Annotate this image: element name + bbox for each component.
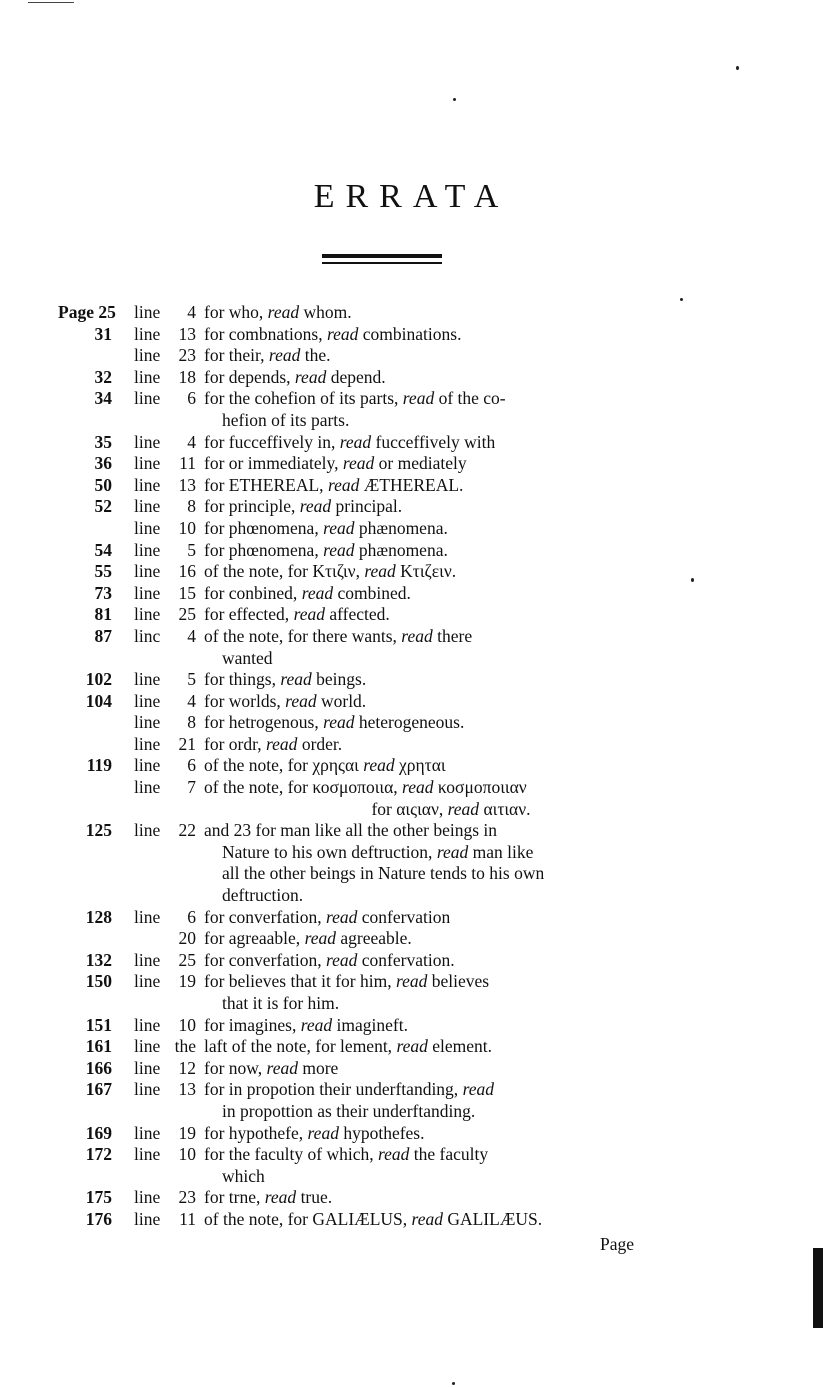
errata-entry bbox=[58, 302, 698, 324]
speck bbox=[680, 298, 683, 301]
errata-entry bbox=[58, 583, 698, 605]
entry-line-label: line bbox=[134, 777, 161, 798]
entry-page: Page 25 bbox=[58, 302, 116, 322]
read-word: read bbox=[363, 755, 395, 776]
entry-line-label: line bbox=[134, 690, 161, 711]
errata-list bbox=[58, 302, 698, 1231]
entry-page: 176 bbox=[85, 1208, 112, 1229]
entry-page bbox=[58, 410, 120, 432]
entry-correction: for believes that it for him, read believes bbox=[204, 971, 490, 992]
entry-line-label: line bbox=[134, 733, 161, 754]
read-word: read bbox=[377, 1144, 410, 1165]
entry-correction: for ordr, read order. bbox=[204, 733, 343, 754]
entry-correction: for phœnomena, read phænomena. bbox=[204, 539, 448, 560]
entry-page bbox=[58, 993, 120, 1015]
entry-line-number: the bbox=[174, 1036, 196, 1057]
entry-line-number: 4 bbox=[187, 625, 196, 646]
entry-page: 175 bbox=[85, 1187, 112, 1208]
entry-line-label: line bbox=[134, 453, 161, 474]
entry-line-label: line bbox=[134, 1144, 161, 1165]
entry-correction: Nature to his own deftruction, read man like bbox=[222, 841, 534, 862]
errata-entry bbox=[58, 1123, 698, 1145]
read-word: read bbox=[325, 906, 358, 927]
errata-entry bbox=[58, 971, 698, 993]
entry-line-label: line bbox=[134, 1014, 161, 1035]
read-word: read bbox=[447, 798, 480, 819]
entry-line-label: line bbox=[134, 1057, 161, 1078]
errata-entry bbox=[58, 388, 698, 410]
entry-line-label: line bbox=[134, 302, 161, 322]
entry-line-number bbox=[170, 1166, 204, 1188]
entry-correction: for effected, read affected. bbox=[204, 604, 390, 625]
entry-correction: of the note, for GALIÆLUS, read GALILÆUS. bbox=[204, 1208, 543, 1229]
errata-entry bbox=[58, 604, 698, 626]
entry-line-number: 11 bbox=[179, 453, 196, 474]
entry-page: 87 bbox=[94, 625, 112, 646]
entry-correction: of the note, for χρηςαι read χρηται bbox=[204, 755, 446, 776]
entry-line-number: 4 bbox=[187, 431, 196, 452]
entry-correction: for αιςιαν, read αιτιαν. bbox=[371, 798, 531, 819]
entry-correction: for fucceffively in, read fucceffively with bbox=[204, 431, 496, 452]
entry-line-label: line bbox=[134, 582, 161, 603]
entry-line-number: 10 bbox=[178, 1014, 196, 1035]
entry-correction: for or immediately, read or mediately bbox=[204, 453, 467, 474]
entry-line-number: 23 bbox=[178, 1187, 196, 1208]
entry-correction: for ETHEREAL, read ÆTHEREAL. bbox=[204, 474, 464, 495]
entry-page: 169 bbox=[85, 1122, 112, 1143]
read-word: read bbox=[339, 431, 372, 452]
errata-entry bbox=[58, 755, 698, 777]
entry-page: 161 bbox=[85, 1036, 112, 1057]
entry-line-number bbox=[170, 993, 204, 1015]
entry-page: 125 bbox=[85, 820, 112, 841]
entry-page: 166 bbox=[85, 1057, 112, 1078]
errata-entry bbox=[58, 1036, 698, 1058]
entry-line-label: line bbox=[134, 1122, 161, 1143]
read-word: read bbox=[285, 690, 317, 711]
entry-page bbox=[58, 345, 120, 367]
entry-line-number bbox=[170, 842, 204, 864]
read-word: read bbox=[326, 323, 359, 344]
entry-line-number: 11 bbox=[179, 1208, 196, 1229]
entry-line-number: 25 bbox=[178, 949, 196, 970]
entry-line-number: 4 bbox=[187, 302, 196, 322]
read-word: read bbox=[462, 1079, 494, 1100]
entry-correction: laft of the note, for lement, read element. bbox=[204, 1036, 493, 1057]
entry-correction: for now, read more bbox=[204, 1057, 339, 1078]
entry-page bbox=[58, 1101, 120, 1123]
read-word: read bbox=[294, 366, 327, 387]
entry-page: 35 bbox=[94, 431, 112, 452]
entry-line-label: line bbox=[134, 712, 161, 733]
read-word: read bbox=[307, 1122, 339, 1143]
speck bbox=[453, 98, 456, 101]
entry-correction: for converfation, read confervation bbox=[204, 906, 451, 927]
entry-correction: that it is for him. bbox=[222, 993, 340, 1013]
entry-page: 73 bbox=[94, 582, 112, 603]
read-word: read bbox=[342, 453, 375, 474]
read-word: read bbox=[323, 517, 355, 538]
entry-page: 151 bbox=[85, 1014, 112, 1035]
read-word: read bbox=[327, 474, 360, 495]
scan-edge bbox=[813, 1248, 823, 1328]
errata-entry bbox=[58, 1144, 698, 1166]
scan-mark bbox=[28, 2, 74, 3]
entry-line-number bbox=[170, 863, 204, 885]
entry-correction: for hypothefe, read hypothefes. bbox=[204, 1122, 425, 1143]
entry-line-label: line bbox=[134, 561, 161, 582]
entry-correction: for agreaable, read agreeable. bbox=[204, 928, 412, 949]
entry-line-label: line bbox=[134, 906, 161, 927]
entry-line-label: line bbox=[134, 1079, 161, 1100]
entry-line-number: 19 bbox=[178, 971, 196, 992]
entry-page: 36 bbox=[94, 453, 112, 474]
entry-line-label: line bbox=[134, 496, 161, 517]
entry-page bbox=[58, 842, 120, 864]
entry-page bbox=[58, 1166, 120, 1188]
errata-entry bbox=[58, 734, 698, 756]
errata-entry bbox=[58, 820, 698, 842]
entry-line-number bbox=[170, 648, 204, 670]
entry-line-label bbox=[120, 410, 170, 432]
entry-line-number: 21 bbox=[178, 733, 196, 754]
entry-line-number: 10 bbox=[178, 517, 196, 538]
entry-correction: for who, read whom. bbox=[204, 302, 352, 322]
errata-entry bbox=[58, 345, 698, 367]
entry-line-label bbox=[120, 842, 170, 864]
entry-line-label bbox=[120, 885, 170, 907]
entry-page: 102 bbox=[85, 669, 112, 690]
entry-page: 50 bbox=[94, 474, 112, 495]
entry-line-label: line bbox=[134, 820, 161, 841]
read-word: read bbox=[300, 1014, 333, 1035]
entry-line-number: 6 bbox=[187, 906, 196, 927]
entry-line-label: line bbox=[134, 323, 161, 344]
entry-correction: in propottion as their underftanding. bbox=[222, 1100, 476, 1121]
entry-correction: for conbined, read combined. bbox=[204, 582, 411, 603]
entry-line-label: line bbox=[134, 1208, 161, 1229]
entry-line-number: 8 bbox=[187, 496, 196, 517]
entry-page bbox=[58, 799, 120, 821]
read-word: read bbox=[293, 604, 325, 625]
errata-entry bbox=[58, 950, 698, 972]
errata-entry bbox=[58, 777, 698, 799]
entry-line-number: 6 bbox=[187, 388, 196, 409]
entry-line-number: 25 bbox=[178, 604, 196, 625]
errata-entry bbox=[58, 648, 698, 670]
entry-line-label: line bbox=[134, 604, 161, 625]
errata-entry bbox=[58, 691, 698, 713]
entry-line-number: 5 bbox=[187, 539, 196, 560]
entry-correction: of the note, for there wants, read there bbox=[204, 625, 473, 646]
entry-line-label: line bbox=[134, 949, 161, 970]
entry-line-number bbox=[170, 799, 204, 821]
errata-entry bbox=[58, 863, 698, 885]
read-word: read bbox=[301, 582, 334, 603]
entry-line-label bbox=[120, 1101, 170, 1123]
errata-entry bbox=[58, 561, 698, 583]
entry-page bbox=[58, 734, 120, 756]
entry-line-number: 5 bbox=[187, 669, 196, 690]
read-word: read bbox=[325, 949, 358, 970]
entry-line-label: line bbox=[134, 431, 161, 452]
entry-page bbox=[58, 885, 120, 907]
errata-entry bbox=[58, 475, 698, 497]
speck bbox=[452, 1382, 455, 1385]
entry-line-label: line bbox=[134, 971, 161, 992]
entry-line-number bbox=[170, 1101, 204, 1123]
entry-page: 54 bbox=[94, 539, 112, 560]
entry-correction: all the other beings in Nature tends to his own bbox=[222, 863, 545, 884]
entry-page: 34 bbox=[94, 388, 112, 409]
entry-page: 128 bbox=[85, 906, 112, 927]
errata-entry bbox=[58, 1058, 698, 1080]
entry-page: 81 bbox=[94, 604, 112, 625]
entry-line-number: 13 bbox=[178, 474, 196, 495]
entry-line-number: 4 bbox=[187, 690, 196, 711]
errata-entry bbox=[58, 842, 698, 864]
read-word: read bbox=[266, 1057, 298, 1078]
errata-entry bbox=[58, 496, 698, 518]
entry-page: 32 bbox=[94, 366, 112, 387]
entry-line-label: line bbox=[134, 1187, 161, 1208]
entry-correction: for imagines, read imagineft. bbox=[204, 1014, 408, 1035]
entry-line-label: line bbox=[134, 366, 161, 387]
title-rule bbox=[322, 262, 442, 264]
errata-entry bbox=[58, 1101, 698, 1123]
entry-page: 104 bbox=[85, 690, 112, 711]
entry-correction: for principle, read principal. bbox=[204, 496, 403, 517]
entry-page: 31 bbox=[94, 323, 112, 344]
errata-entry bbox=[58, 518, 698, 540]
errata-entry bbox=[58, 1166, 698, 1188]
entry-correction: and 23 for man like all the other beings in bbox=[204, 820, 498, 841]
entry-page: 132 bbox=[85, 949, 112, 970]
errata-entry bbox=[58, 1187, 698, 1209]
entry-line-number: 8 bbox=[187, 712, 196, 733]
entry-line-label: line bbox=[134, 1036, 161, 1057]
entry-page: 52 bbox=[94, 496, 112, 517]
errata-entry bbox=[58, 1079, 698, 1101]
errata-entry bbox=[58, 540, 698, 562]
errata-entry bbox=[58, 324, 698, 346]
entry-correction: for phœnomena, read phænomena. bbox=[204, 517, 448, 538]
errata-entry bbox=[58, 453, 698, 475]
entry-correction: for things, read beings. bbox=[204, 669, 367, 690]
entry-line-number: 10 bbox=[178, 1144, 196, 1165]
entry-line-number: 20 bbox=[178, 928, 196, 949]
read-word: read bbox=[267, 302, 300, 322]
catchword: Page bbox=[600, 1234, 635, 1254]
entry-line-number: 23 bbox=[178, 345, 196, 366]
entry-line-label: line bbox=[134, 669, 161, 690]
entry-line-number: 19 bbox=[178, 1122, 196, 1143]
entry-line-label: line bbox=[134, 345, 161, 366]
entry-correction: deftruction. bbox=[222, 885, 304, 906]
entry-correction: for hetrogenous, read heterogeneous. bbox=[204, 712, 465, 733]
entry-correction: for combnations, read combinations. bbox=[204, 323, 462, 344]
entry-line-number: 13 bbox=[178, 323, 196, 344]
page-title: ERRATA bbox=[313, 178, 510, 215]
read-word: read bbox=[268, 345, 301, 366]
errata-entry bbox=[58, 928, 698, 950]
entry-correction: which bbox=[222, 1165, 265, 1186]
entry-line-label: line bbox=[134, 755, 161, 776]
entry-page bbox=[58, 648, 120, 670]
errata-entry bbox=[58, 410, 698, 432]
errata-entry bbox=[58, 799, 698, 821]
entry-line-label: line bbox=[134, 388, 161, 409]
read-word: read bbox=[395, 971, 428, 992]
entry-line-number: 7 bbox=[187, 777, 196, 798]
entry-line-number: 13 bbox=[178, 1079, 196, 1100]
errata-entry bbox=[58, 885, 698, 907]
entry-line-label: linc bbox=[134, 625, 161, 646]
read-word: read bbox=[436, 841, 469, 862]
speck bbox=[691, 578, 694, 582]
entry-page bbox=[58, 777, 120, 799]
errata-entry bbox=[58, 1209, 698, 1231]
entry-line-number bbox=[170, 410, 204, 432]
entry-correction: for in propotion their underftanding, read bbox=[204, 1079, 494, 1100]
entry-line-label bbox=[120, 863, 170, 885]
entry-page bbox=[58, 518, 120, 540]
entry-line-number: 22 bbox=[178, 820, 196, 841]
entry-page: 150 bbox=[85, 971, 112, 992]
entry-line-number bbox=[170, 885, 204, 907]
read-word: read bbox=[402, 777, 434, 798]
entry-correction: for depends, read depend. bbox=[204, 366, 386, 387]
read-word: read bbox=[402, 388, 435, 409]
entry-correction: of the note, for Κτιζιν, read Κτιζειν. bbox=[204, 561, 457, 582]
entry-correction: for their, read the. bbox=[204, 345, 331, 366]
entry-correction: for the faculty of which, read the faculty bbox=[204, 1144, 489, 1165]
read-word: read bbox=[280, 669, 312, 690]
entry-line-label: line bbox=[134, 517, 161, 538]
errata-entry bbox=[58, 712, 698, 734]
entry-page: 172 bbox=[85, 1144, 112, 1165]
entry-line-label bbox=[120, 1166, 170, 1188]
read-word: read bbox=[364, 561, 396, 582]
read-word: read bbox=[323, 539, 355, 560]
read-word: read bbox=[401, 625, 433, 646]
read-word: read bbox=[304, 928, 336, 949]
entry-correction: of the note, for κοσμοποιια, read κοσμοποιιαν bbox=[204, 777, 527, 798]
read-word: read bbox=[411, 1208, 443, 1229]
read-word: read bbox=[266, 733, 298, 754]
entry-page: 119 bbox=[86, 755, 112, 776]
entry-line-number: 6 bbox=[187, 755, 196, 776]
speck bbox=[736, 66, 739, 70]
errata-entry bbox=[58, 432, 698, 454]
entry-line-label: line bbox=[134, 474, 161, 495]
entry-line-number: 18 bbox=[178, 366, 196, 387]
entry-page bbox=[58, 712, 120, 734]
entry-correction: hefion of its parts. bbox=[222, 409, 350, 430]
errata-entry bbox=[58, 367, 698, 389]
errata-entry bbox=[58, 907, 698, 929]
read-word: read bbox=[396, 1036, 428, 1057]
entry-line-number: 16 bbox=[178, 561, 196, 582]
entry-line-label bbox=[120, 928, 170, 950]
entry-line-label bbox=[120, 799, 170, 821]
entry-page: 55 bbox=[94, 561, 112, 582]
read-word: read bbox=[264, 1187, 297, 1208]
entry-page: 167 bbox=[85, 1079, 112, 1100]
errata-entry bbox=[58, 626, 698, 648]
errata-entry bbox=[58, 1015, 698, 1037]
errata-entry bbox=[58, 669, 698, 691]
entry-correction: for the cohefion of its parts, read of the co- bbox=[204, 388, 506, 409]
entry-line-label bbox=[120, 648, 170, 670]
title-rule bbox=[322, 254, 442, 258]
read-word: read bbox=[323, 712, 355, 733]
entry-line-label: line bbox=[134, 539, 161, 560]
entry-correction: wanted bbox=[222, 647, 273, 668]
entry-correction: for worlds, read world. bbox=[204, 690, 367, 711]
entry-correction: for converfation, read confervation. bbox=[204, 949, 455, 970]
entry-line-number: 12 bbox=[178, 1057, 196, 1078]
entry-line-number: 15 bbox=[178, 582, 196, 603]
entry-correction: for trne, read true. bbox=[204, 1187, 333, 1208]
errata-entry bbox=[58, 993, 698, 1015]
entry-page bbox=[58, 928, 120, 950]
entry-page bbox=[58, 863, 120, 885]
entry-line-label bbox=[120, 993, 170, 1015]
read-word: read bbox=[299, 496, 332, 517]
